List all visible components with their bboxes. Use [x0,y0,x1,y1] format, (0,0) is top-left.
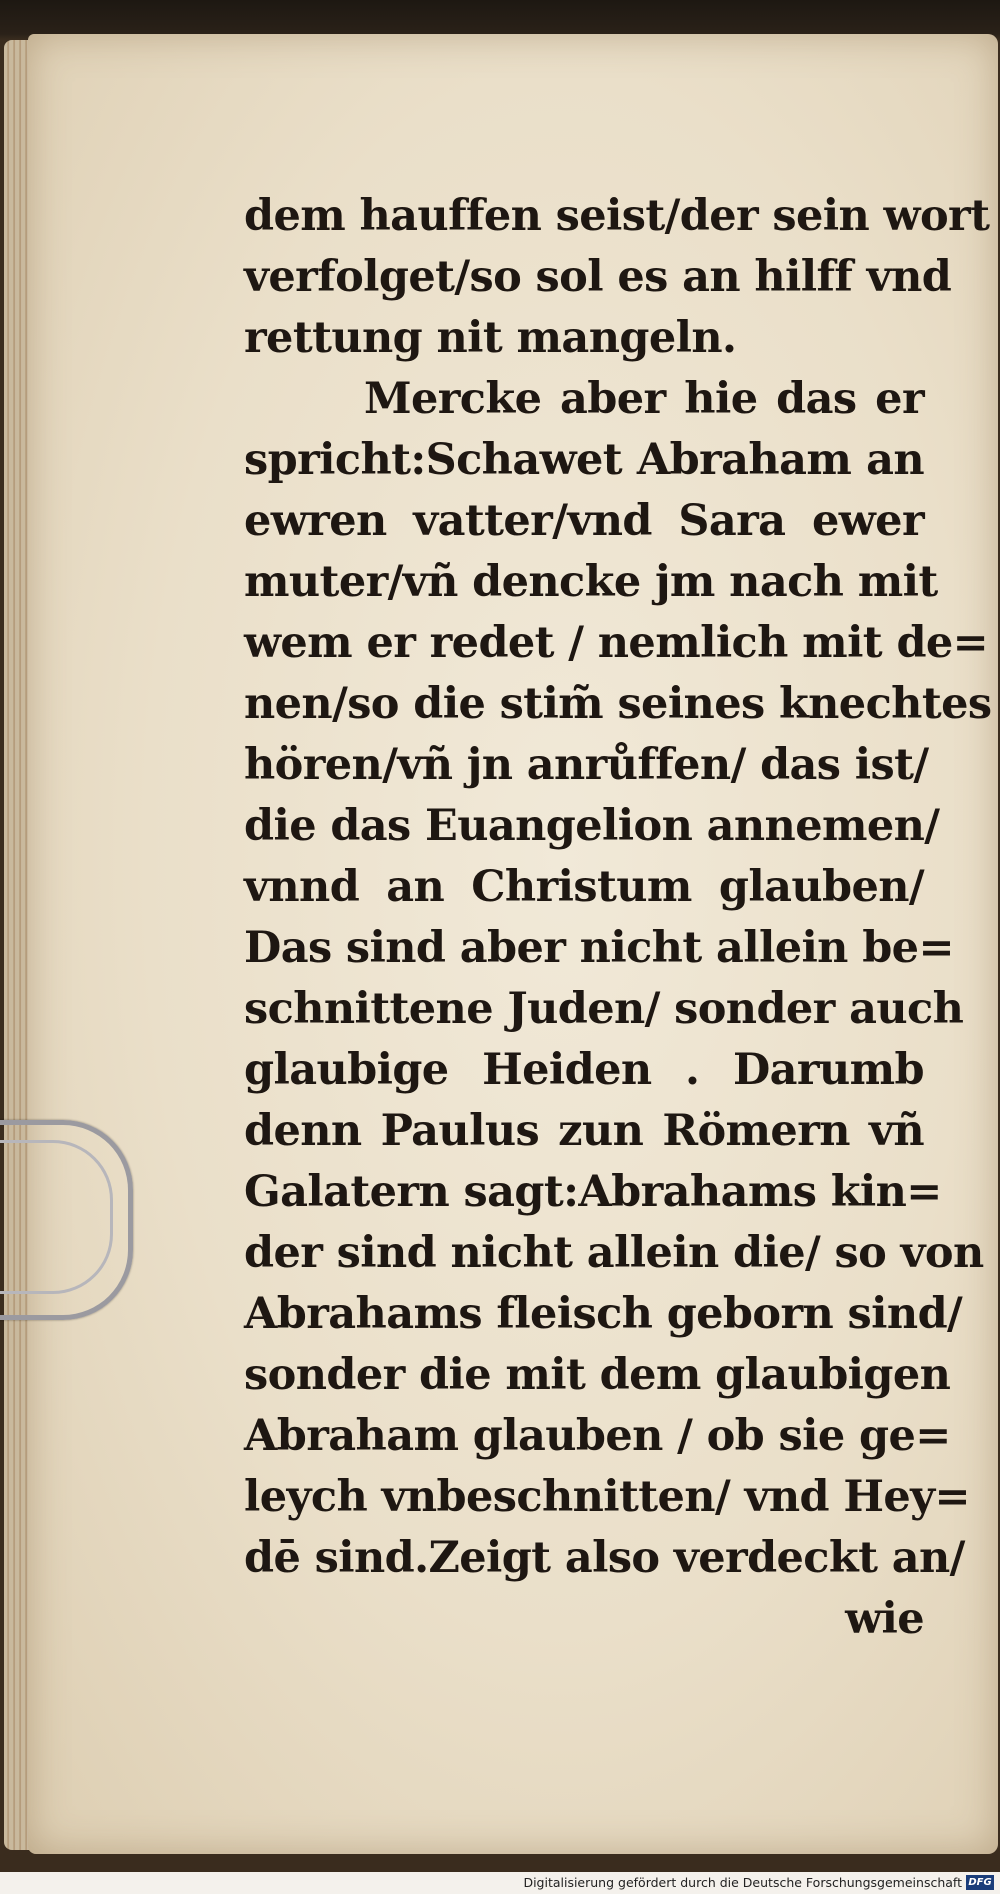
text-line: sonder die mit dem glaubigen [244,1350,951,1400]
footer-credit: Digitalisierung gefördert durch die Deutsche Forschungsgemeinschaft [523,1875,962,1890]
text-line: verfolget/so sol es an hilff vnd [244,252,952,302]
text-line: dem hauffen seist/der sein wort [244,191,990,241]
text-line: rettung nit mangeln. [244,313,737,363]
text-line: hören/vñ jn anrůffen/ das ist/ [244,740,929,790]
text-line: der sind nicht allein die/ so von [244,1228,984,1278]
text-line: denn Paulus zun Römern vñ [244,1106,924,1156]
text-line: Abraham glauben / ob sie ge= [244,1411,951,1461]
text-line: Mercke aber hie das er [364,374,924,424]
text-line: Abrahams fleisch geborn sind/ [244,1289,963,1339]
paper-clip-inner [0,1140,113,1294]
text-line: leych vnbeschnitten/ vnd Hey= [244,1472,970,1522]
footer-bar [0,1872,1000,1894]
text-line: nen/so die stim̃ seines knechtes [244,679,992,729]
dfg-logo: DFG [966,1875,994,1890]
page-text [244,186,992,1650]
text-line: muter/vñ dencke jm nach mit [244,557,938,607]
text-line: glaubige Heiden . Darumb [244,1045,924,1095]
text-line: ewren vatter/vnd Sara ewer [244,496,924,546]
text-line: spricht:Schawet Abraham an [244,435,924,485]
text-line: wem er redet / nemlich mit de= [244,618,989,668]
text-line: Galatern sagt:Abrahams kin= [244,1167,942,1217]
text-line: Das sind aber nicht allein be= [244,923,954,973]
text-line: die das Euangelion annemen/ [244,801,940,851]
text-line: vnnd an Christum glauben/ [244,862,924,912]
text-line: schnittene Juden/ sonder auch [244,984,964,1034]
catchword: wie [845,1594,924,1644]
text-line: dē sind.Zeigt also verdeckt an/ [244,1533,965,1583]
